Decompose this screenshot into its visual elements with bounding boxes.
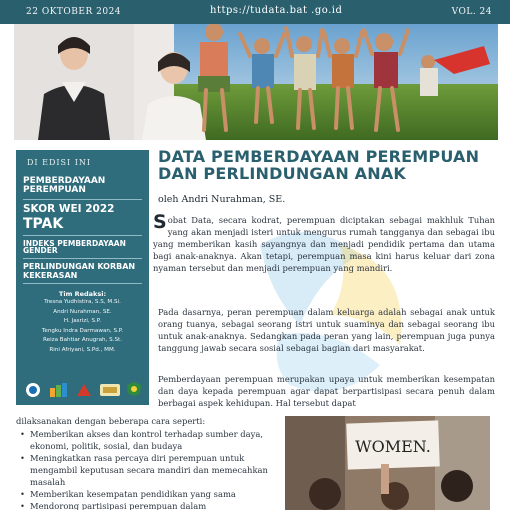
hero-banner-image (14, 24, 498, 140)
region-logo-icon (75, 382, 93, 398)
paragraph-2: Pada dasarnya, peran perempuan dalam keluarga adalah sebagai anak untuk orang tuanya, sebagai seorang istri untuk suaminya dan sebagai seorang ibu untuk anak-anaknya. Sedangkan pada peran yang lain, perempuan juga punya tanggung jawab secara sosial sebagai bagian dari masyarakat. (158, 307, 495, 353)
edition-label: DI EDISI INI (27, 158, 92, 167)
sidebar-item-tpak[interactable]: TPAK (23, 215, 64, 232)
list-item: • Memberikan kesempatan pendidikan yang sama (18, 488, 280, 500)
redaksi-title: Tim Redaksi: (58, 290, 107, 299)
redaksi-member: Rini Afriyani, S.Pd., MM. (49, 346, 116, 353)
satu-data-logo-icon (99, 382, 121, 398)
bullet-list (18, 428, 280, 510)
masthead-bar (0, 0, 510, 24)
list-intro: dilaksanakan dengan beberapa cara seperti: (16, 416, 206, 426)
list-item: • Memberikan akses dan kontrol terhadap sumber daya, ekonomi, politik, sosial, dan budaya (18, 428, 280, 452)
divider (23, 283, 142, 284)
redaksi-member: Andri Nurahman, SE. (53, 308, 112, 315)
sidebar-item-perlindungan[interactable]: PERLINDUNGAN KORBAN KEKERASAN (23, 262, 136, 280)
paragraph-3: Pemberdayaan perempuan merupakan upaya untuk memberikan kesempatan dan daya kepada perempuan agar dapat berpartisipasi secara penuh dalam berbagai aspek kehidupan. Hal tersebut dapat (158, 374, 495, 408)
divider (23, 235, 142, 236)
volume-number: VOL. 24 (451, 7, 492, 17)
drop-cap: S (153, 211, 167, 233)
divider (23, 199, 142, 200)
sidebar-item-pemberdayaan[interactable]: PEMBERDAYAAN PEREMPUAN (23, 176, 106, 196)
redaksi-member: H. Jasrizi, S.P. (63, 318, 102, 325)
statistik-logo-icon (48, 382, 70, 398)
bps-logo-icon (24, 382, 42, 398)
website-url[interactable]: https://tudata.bat .go.id (210, 5, 343, 16)
provincial-seal-icon (126, 381, 142, 399)
protest-sign-text: WOMEN. (355, 437, 431, 456)
redaksi-member: Tresna Yudhistira, S.S, M.Si. (44, 299, 121, 306)
protest-photo (285, 416, 490, 510)
list-item: • Meningkatkan rasa percaya diri perempuan untuk mengambil keputusan secara mandiri dan memecahkan masalah (18, 452, 280, 488)
article-title: DATA PEMBERDAYAAN PEREMPUAN DAN PERLINDUNGAN ANAK (158, 147, 480, 183)
redaksi-member: Reiza Bahtiar Anugrah, S.St. (43, 337, 122, 344)
partner-logos (24, 381, 142, 399)
redaksi-member: Tengku Indra Darmawan, S.P. (41, 327, 124, 334)
paragraph-1-text: obat Data, secara kodrat, perempuan diciptakan sebagai makhluk Tuhan yang akan menjadi isteri untuk mengurus rumah tangganya dan sebagai ibu yang memberikan kasih sayangnya dan menjadi pendidik pertama dan utama bagi anak-anaknya. Akan tetapi, perempuan masa kini harus keluar dari zona nyaman tersebut dan menjadi perempuan yang mandiri. (153, 215, 495, 273)
paragraph-1 (153, 211, 495, 274)
sidebar-contents (16, 150, 149, 405)
list-item: • Mendorong partisipasi perempuan dalam (18, 500, 280, 510)
issue-date: 22 OKTOBER 2024 (26, 7, 122, 17)
divider (23, 258, 142, 259)
sidebar-item-skor-wei[interactable]: SKOR WEI 2022 (23, 202, 115, 215)
sidebar-item-indeks-gender[interactable]: INDEKS PEMBERDAYAAN GENDER (23, 238, 126, 256)
article-author: oleh Andri Nurahman, SE. (158, 194, 286, 205)
